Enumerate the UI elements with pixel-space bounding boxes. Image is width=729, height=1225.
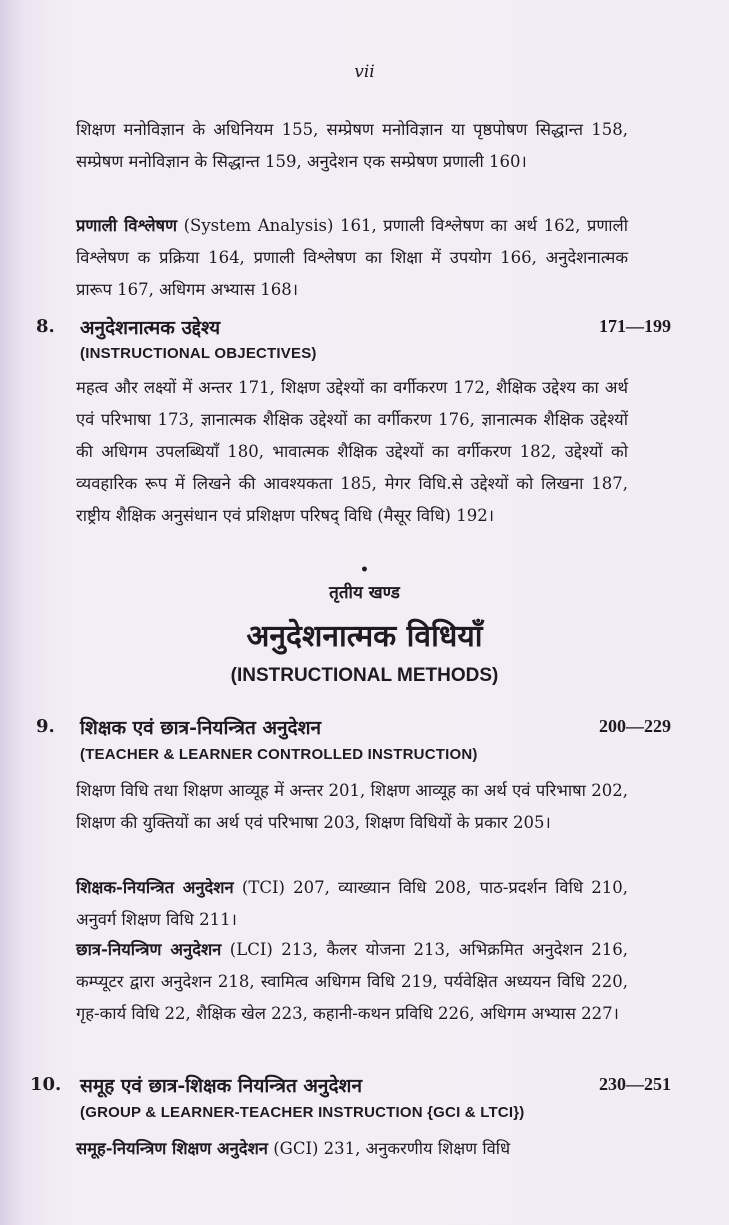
chapter-9-pages: 200—229 <box>599 716 671 736</box>
chapter-9-subtitle: (TEACHER & LEARNER CONTROLLED INSTRUCTION) <box>80 746 478 763</box>
chapter-10-paragraph-1-body: (GCI) 231, अनुकरणीय शिक्षण विधि <box>267 1139 511 1158</box>
chapter-9-paragraph-1: शिक्षण विधि तथा शिक्षण आव्यूह में अन्तर 201, शिक्षण आव्यूह का अर्थ एवं परिभाषा 202, शिक्षण की युक्तियों का अर्थ एवं परिभाषा 203, शिक्षण विधियों के प्रकार 205। <box>76 781 628 832</box>
chapter-10-title: समूह एवं छात्र-शिक्षक नियन्त्रित अनुदेशन <box>80 1075 363 1097</box>
chapter-9-title: शिक्षक एवं छात्र-नियन्त्रित अनुदेशन <box>80 717 322 739</box>
chapter-10-number: 10. <box>30 1074 62 1095</box>
chapter-9-paragraph-2-heading: शिक्षक-नियन्त्रित अनुदेशन <box>76 878 234 897</box>
chapter-9-paragraph-3-body: (LCI) 213, कैलर योजना 213, अभिक्रमित अनुदेशन 216, कम्प्यूटर द्वारा अनुदेशन 218, स्वामित्व अधिगम विधि 219, पर्यवेक्षित अध्ययन विधि 220, गृह-कार्य विधि 22, शैक्षिक खेल 223, कहानी-कथन प्रविधि 226, अधिगम अभ्यास 227। <box>76 940 628 1023</box>
section-label: तृतीय खण्ड <box>329 583 400 603</box>
chapter-10-paragraph-1 <box>76 1133 628 1165</box>
chapter-10-paragraph-1-heading: समूह-नियन्त्रिण शिक्षण अनुदेशन <box>76 1139 268 1158</box>
chapter-8-number: 8. <box>36 316 55 337</box>
section-dot: • <box>360 562 369 578</box>
chapter-8-body: महत्व और लक्ष्यों में अन्तर 171, शिक्षण उद्देश्यों का वर्गीकरण 172, शैक्षिक उद्देश्य का अर्थ एवं परिभाषा 173, ज्ञानात्मक शैक्षिक उद्देश्यों का वर्गीकरण 176, ज्ञानात्मक शैक्षिक उद्देश्यों की अधिगम उपलब्धियाँ 180, भावात्मक शैक्षिक उद्देश्यों का वर्गीकरण 182, उद्देश्यों को व्यवहारिक रूप में लिखने की आवश्यकता 185, मेगर विधि.से उद्देश्यों को लिखना 187, राष्ट्रीय शैक्षिक अनुसंधान एवं प्रशिक्षण परिषद् विधि (मैसूर विधि) 192। <box>76 378 628 525</box>
chapter-9-number: 9. <box>36 716 55 737</box>
chapter-9-paragraph-2 <box>76 872 628 936</box>
intro-paragraph-2-body: (System Analysis) 161, प्रणाली विश्लेषण का अर्थ 162, प्रणाली विश्लेषण क प्रक्रिया 164, प्रणाली विश्लेषण का शिक्षा में उपयोग 166, अनुदेशनात्मक प्रारूप 167, अधिगम अभ्यास 168। <box>76 216 628 299</box>
section-subtitle: (INSTRUCTIONAL METHODS) <box>230 665 499 686</box>
chapter-8-pages: 171—199 <box>599 316 671 336</box>
intro-paragraph-2-heading: प्रणाली विश्लेषण <box>76 216 178 235</box>
chapter-10-subtitle: (GROUP & LEARNER-TEACHER INSTRUCTION {GCI & LTCI}) <box>80 1104 525 1121</box>
page-number: vii <box>354 62 375 82</box>
chapter-9-paragraph-2-body: (TCI) 207, व्याख्यान विधि 208, पाठ-प्रदर्शन विधि 210, अनुवर्ग शिक्षण विधि 211। <box>76 878 628 929</box>
chapter-9-paragraph-3-heading: छात्र-नियन्त्रिण अनुदेशन <box>76 940 222 959</box>
section-title: अनुदेशनात्मक विधियाँ <box>246 619 483 654</box>
intro-paragraph-2 <box>76 210 628 306</box>
chapter-8-title: अनुदेशनात्मक उद्देश्य <box>80 317 221 339</box>
chapter-10-pages: 230—251 <box>599 1074 671 1094</box>
chapter-8-subtitle: (INSTRUCTIONAL OBJECTIVES) <box>80 345 317 362</box>
chapter-9-paragraph-3 <box>76 934 628 1030</box>
intro-paragraph-1: शिक्षण मनोविज्ञान के अधिनियम 155, सम्प्रेषण मनोविज्ञान या पृष्ठपोषण सिद्धान्त 158, सम्प्रेषण मनोविज्ञान के सिद्धान्त 159, अनुदेशन एक सम्प्रेषण प्रणाली 160। <box>76 120 628 171</box>
